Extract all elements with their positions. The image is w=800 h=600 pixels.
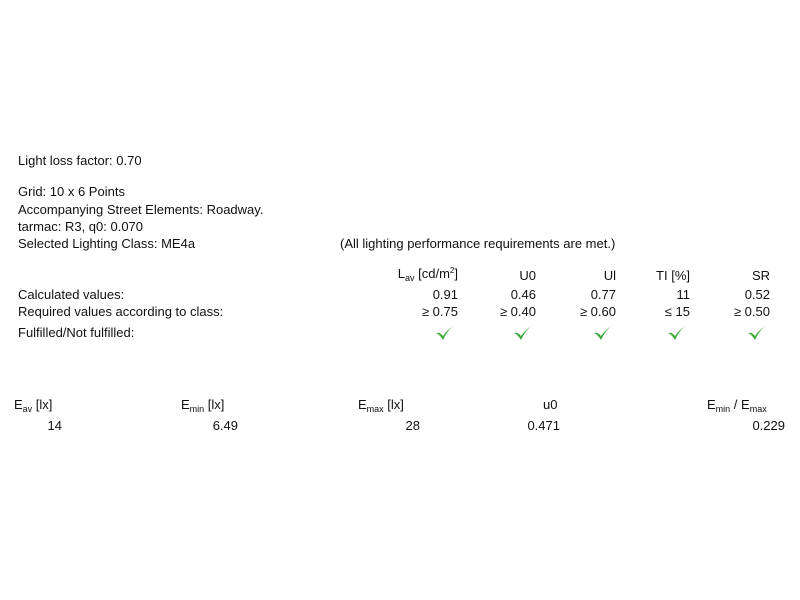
- req-ti: ≤ 15: [664, 304, 690, 319]
- check-icon: [666, 322, 690, 342]
- value-u0: 0.471: [527, 418, 560, 433]
- row-label-fulfilled: Fulfilled/Not fulfilled:: [18, 325, 135, 340]
- check-icon: [434, 322, 458, 342]
- calc-lav: 0.91: [432, 287, 458, 302]
- calc-u0: 0.46: [510, 287, 536, 302]
- check-icon: [746, 322, 770, 342]
- req-u0: ≥ 0.40: [499, 304, 536, 319]
- value-eav: 14: [47, 418, 62, 433]
- grid-info: Grid: 10 x 6 Points: [18, 184, 125, 199]
- check-icon: [512, 322, 536, 342]
- requirements-note: (All lighting performance requirements are met.): [340, 236, 616, 251]
- value-emax: 28: [405, 418, 420, 433]
- value-ratio: 0.229: [752, 418, 785, 433]
- header-u0-illum: u0: [543, 397, 558, 412]
- row-label-calculated: Calculated values:: [18, 287, 125, 302]
- header-sr: SR: [751, 268, 770, 283]
- header-emin-emax-ratio: $E_{min} / E_{max}$: [707, 397, 767, 414]
- calc-ti: 11: [676, 287, 690, 302]
- header-lav: $L_{av}$ $[cd/m^2]$: [397, 266, 458, 283]
- value-emin: 6.49: [212, 418, 238, 433]
- header-u0: U0: [519, 268, 536, 283]
- street-elements-info: Accompanying Street Elements: Roadway.: [18, 202, 264, 217]
- header-emax: $E_{max}$ [lx]: [358, 397, 404, 414]
- req-sr: ≥ 0.50: [733, 304, 770, 319]
- calc-ul: 0.77: [590, 287, 616, 302]
- req-lav: ≥ 0.75: [421, 304, 458, 319]
- check-icon: [592, 322, 616, 342]
- calc-sr: 0.52: [744, 287, 770, 302]
- header-ti: TI [%]: [656, 268, 690, 283]
- req-ul: ≥ 0.60: [579, 304, 616, 319]
- header-ul: Ul: [603, 268, 616, 283]
- row-label-required: Required values according to class:: [18, 304, 224, 319]
- tarmac-info: tarmac: R3, q0: 0.070: [18, 219, 144, 234]
- header-emin: $E_{min}$ [lx]: [181, 397, 225, 414]
- header-eav: $E_{av}$ [lx]: [14, 397, 53, 414]
- light-loss-factor: Light loss factor: 0.70: [18, 153, 142, 168]
- lighting-class-info: Selected Lighting Class: ME4a: [18, 236, 196, 251]
